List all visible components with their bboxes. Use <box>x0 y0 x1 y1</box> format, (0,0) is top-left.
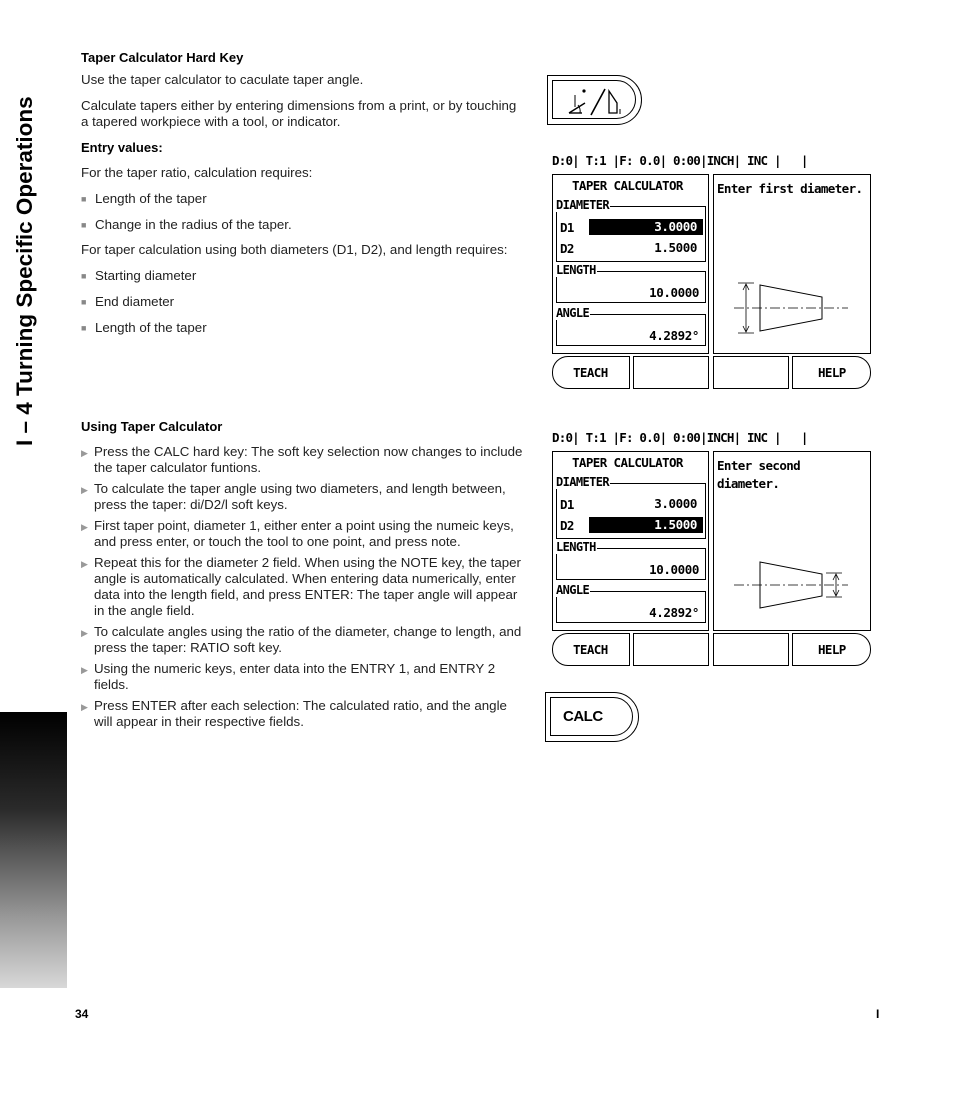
status-bar: D:0| T:1 |F: 0.0| 0:00|INCH| INC | | <box>552 430 808 445</box>
help-panel <box>713 451 871 631</box>
d2-value: 1.5000 <box>654 517 697 532</box>
list-item: ■ End diameter <box>81 294 523 310</box>
d1-label: D1 <box>560 497 574 512</box>
blank-softkey-3[interactable] <box>713 356 789 389</box>
help-softkey[interactable]: HELP <box>792 633 871 666</box>
angle-label: ANGLE <box>556 583 590 597</box>
prompt-message: Enter first diameter. <box>717 181 863 196</box>
chapter-marker: I <box>876 1007 880 1021</box>
section-using-taper-calculator <box>81 419 523 730</box>
help-softkey[interactable]: HELP <box>792 356 871 389</box>
taper-hard-key-face <box>552 80 636 119</box>
step-item: ▶ Using the numeric keys, enter data into the ENTRY 1, and ENTRY 2 fields. <box>81 661 523 693</box>
help-panel <box>713 174 871 354</box>
angle-group <box>556 306 706 346</box>
page-number: 34 <box>75 1007 89 1021</box>
diameter-label: DIAMETER <box>556 475 609 489</box>
d2-value: 1.5000 <box>654 240 697 255</box>
list-item: ■ Change in the radius of the taper. <box>81 217 523 233</box>
diameter-group <box>556 198 706 262</box>
d1-value: 3.0000 <box>654 219 697 234</box>
list-item: ■ Starting diameter <box>81 268 523 284</box>
blank-softkey-3[interactable] <box>713 633 789 666</box>
taper-hard-key[interactable] <box>547 75 642 125</box>
step-item: ▶ Press ENTER after each selection: The calculated ratio, and the angle will appear in their respective fields. <box>81 698 523 730</box>
entry-values-heading: Entry values: <box>81 140 163 155</box>
angle-group <box>556 583 706 623</box>
taper-icon <box>553 81 637 120</box>
lcd-screen-second-diameter <box>552 427 872 667</box>
ratio-intro: For the taper ratio, calculation requires: <box>81 165 313 180</box>
blank-softkey-2[interactable] <box>633 356 709 389</box>
d2-field[interactable] <box>589 240 703 256</box>
diameter-label: DIAMETER <box>556 198 609 212</box>
softkey-bar <box>552 356 872 389</box>
calc-key-label: CALC <box>563 708 603 725</box>
d2-label: D2 <box>560 518 574 533</box>
calc-hard-key-face <box>550 697 633 736</box>
taper-diagram-icon <box>714 175 872 355</box>
angle-value: 4.2892° <box>649 605 699 620</box>
d2-label: D2 <box>560 241 574 256</box>
length-value[interactable]: 10.0000 <box>649 285 699 300</box>
d1-field-highlight[interactable] <box>589 219 703 235</box>
softkey-bar <box>552 633 872 666</box>
list-item: ■ Length of the taper <box>81 320 523 336</box>
angle-value: 4.2892° <box>649 328 699 343</box>
intro-paragraph: Use the taper calculator to caculate taper angle. <box>81 72 364 87</box>
intro-paragraph: Calculate tapers either by entering dimensions from a print, or by touching a tapered workpiece with a tool, or indicator. <box>81 98 517 129</box>
length-label: LENGTH <box>556 263 596 277</box>
chapter-tab-gradient <box>0 712 67 988</box>
status-bar: D:0| T:1 |F: 0.0| 0:00|INCH| INC | | <box>552 153 808 168</box>
panel-title: TAPER CALCULATOR <box>572 455 683 470</box>
length-group <box>556 540 706 580</box>
taper-calculator-panel <box>552 451 709 631</box>
length-label: LENGTH <box>556 540 596 554</box>
d1-field[interactable] <box>589 496 703 512</box>
d1-value: 3.0000 <box>654 496 697 511</box>
list-item: ■ Length of the taper <box>81 191 523 207</box>
blank-softkey-2[interactable] <box>633 633 709 666</box>
step-item: ▶ Repeat this for the diameter 2 field. When using the NOTE key, the taper angle is automatically calculated. When entering data numerically, enter data into the length field, and press ENTER: The taper angle will appear in the angle field. <box>81 555 523 619</box>
step-item: ▶ To calculate the taper angle using two diameters, and length between, press the taper: di/D2/l soft keys. <box>81 481 523 513</box>
taper-calculator-panel <box>552 174 709 354</box>
angle-label: ANGLE <box>556 306 590 320</box>
chapter-title: I – 4 Turning Specific Operations <box>12 96 37 446</box>
diameter-group <box>556 475 706 539</box>
section-heading: Using Taper Calculator <box>81 419 223 434</box>
section-heading: Taper Calculator Hard Key <box>81 50 244 65</box>
teach-softkey[interactable]: TEACH <box>552 356 630 389</box>
section-taper-calculator-hard-key <box>81 50 523 336</box>
d1-label: D1 <box>560 220 574 235</box>
d2-field-highlight[interactable] <box>589 517 703 533</box>
calc-hard-key[interactable] <box>545 692 639 742</box>
panel-title: TAPER CALCULATOR <box>572 178 683 193</box>
length-value[interactable]: 10.0000 <box>649 562 699 577</box>
prompt-message: Enter second diameter. <box>717 458 801 491</box>
lcd-screen-first-diameter <box>552 150 872 390</box>
step-item: ▶ First taper point, diameter 1, either enter a point using the numeic keys, and press enter, or touch the tool to one point, and press note. <box>81 518 523 550</box>
taper-diagram-icon <box>714 452 872 632</box>
step-item: ▶ To calculate angles using the ratio of the diameter, change to length, and press the taper: RATIO soft key. <box>81 624 523 656</box>
teach-softkey[interactable]: TEACH <box>552 633 630 666</box>
length-group <box>556 263 706 303</box>
diameter-intro: For taper calculation using both diameters (D1, D2), and length requires: <box>81 242 508 257</box>
step-item: ▶ Press the CALC hard key: The soft key selection now changes to include the taper calculator funtions. <box>81 444 523 476</box>
